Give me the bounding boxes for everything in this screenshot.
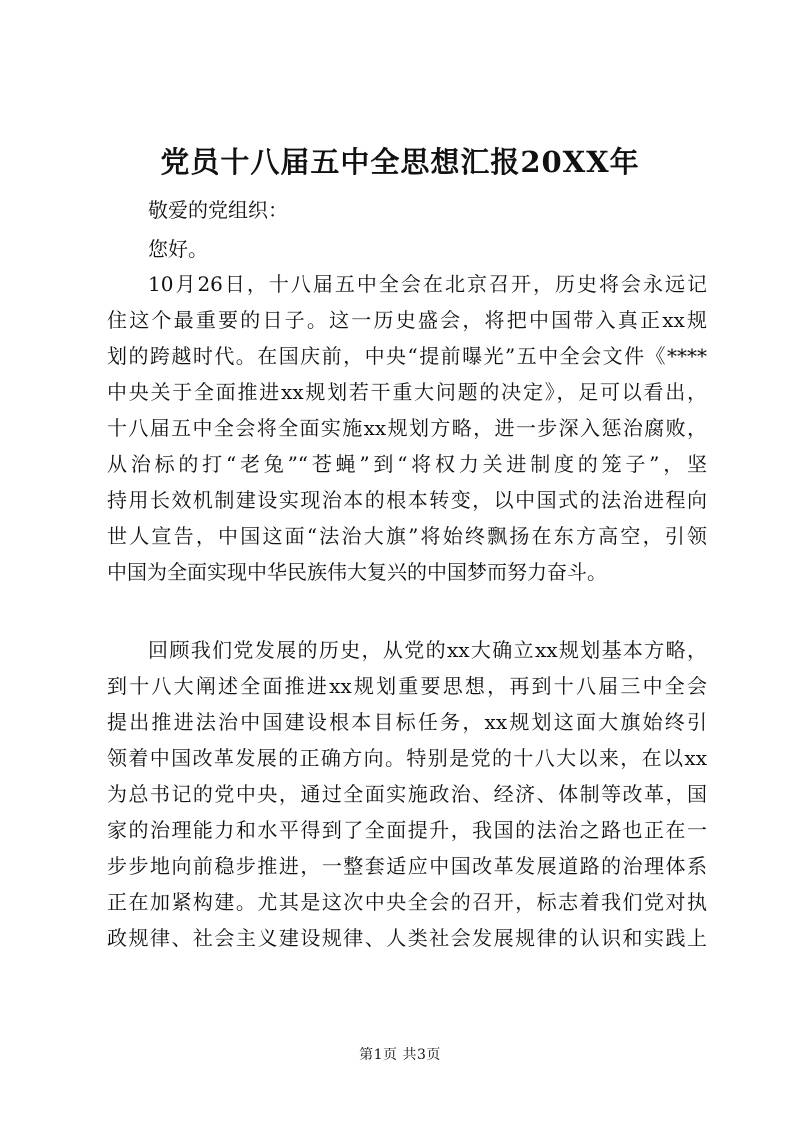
paragraph-line: 政规律、社会主义建设规律、人类社会发展规律的认识和实践上 <box>107 926 707 950</box>
paragraph-line: 为总书记的党中央，通过全面实施政治、经济、体制等改革，国 <box>107 782 707 806</box>
paragraph-1 <box>107 266 707 590</box>
greeting: 您好。 <box>148 237 208 261</box>
paragraph-line: 中央关于全面推进xx规划若干重大问题的决定》，足可以看出， <box>107 380 707 404</box>
paragraph-line: 提出推进法治中国建设根本目标任务，xx规划这面大旗始终引 <box>107 710 707 734</box>
paragraph-line: 到十八大阐述全面推进xx规划重要思想，再到十八届三中全会 <box>107 674 707 698</box>
paragraph-2 <box>107 632 707 956</box>
paragraph-line: 划的跨越时代。在国庆前，中央“提前曝光”五中全会文件《**** <box>107 344 707 368</box>
paragraph-line: 回顾我们党发展的历史，从党的xx大确立xx规划基本方略， <box>148 638 707 662</box>
salutation: 敬爱的党组织： <box>148 198 288 222</box>
paragraph-line: 从治标的打“老兔”“苍蝇”到“将权力关进制度的笼子”，坚 <box>107 452 707 476</box>
paragraph-line: 住这个最重要的日子。这一历史盛会，将把中国带入真正xx规 <box>107 308 707 332</box>
paragraph-line: 持用长效机制建设实现治本的根本转变，以中国式的法治进程向 <box>107 488 707 512</box>
paragraph-line: 正在加紧构建。尤其是这次中央全会的召开，标志着我们党对执 <box>107 890 707 914</box>
paragraph-line: 10月26日，十八届五中全会在北京召开，历史将会永远记 <box>148 272 707 296</box>
page-footer: 第1页 共3页 <box>359 1047 441 1063</box>
paragraph-line: 步步地向前稳步推进，一整套适应中国改革发展道路的治理体系 <box>107 854 707 878</box>
paragraph-line: 领着中国改革发展的正确方向。特别是党的十八大以来，在以xx <box>107 746 707 770</box>
paragraph-line: 世人宣告，中国这面“法治大旗”将始终飘扬在东方高空，引领 <box>107 524 707 548</box>
paragraph-line: 十八届五中全会将全面实施xx规划方略，进一步深入惩治腐败， <box>107 416 707 440</box>
paragraph-line: 中国为全面实现中华民族伟大复兴的中国梦而努力奋斗。 <box>107 560 607 584</box>
document-title: 党员十八届五中全思想汇报20XX年 <box>160 145 640 179</box>
paragraph-line: 家的治理能力和水平得到了全面提升，我国的法治之路也正在一 <box>107 818 707 842</box>
